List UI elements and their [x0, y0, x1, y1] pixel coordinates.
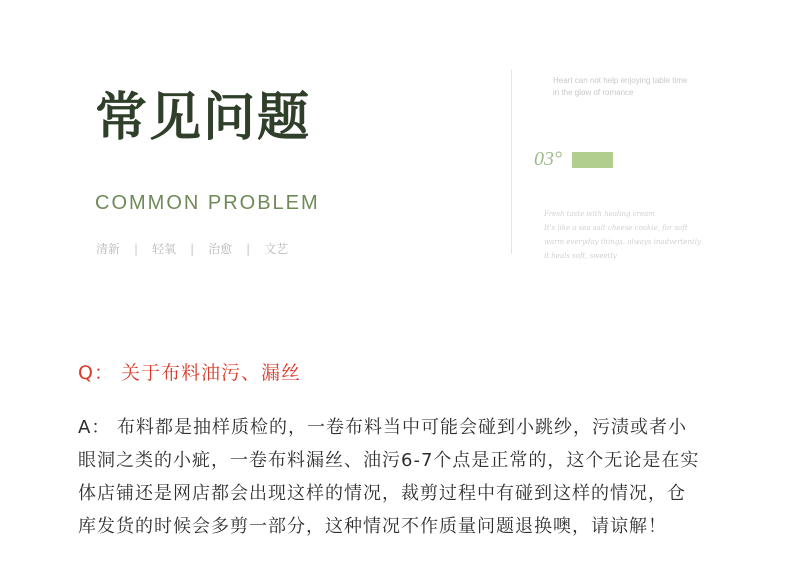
tag-separator: | [246, 241, 251, 256]
decorative-line: Heart can not help enjoying table time [553, 76, 688, 85]
accent-bar [572, 152, 613, 168]
tag-item: 治愈 [208, 242, 233, 256]
tag-item: 文艺 [264, 242, 289, 256]
page-title: 常见问题 [95, 88, 312, 148]
faq-answer [78, 411, 728, 543]
answer-line: 眼洞之类的小疵，一卷布料漏丝、油污6-7个点是正常的，这个无论是在实 [78, 450, 700, 471]
tag-list [96, 240, 288, 257]
faq-question: Q： 关于布料油污、漏丝 [78, 362, 301, 384]
section-number: 03° [534, 148, 562, 170]
answer-line: A： 布料都是抽样质检的，一卷布料当中可能会碰到小跳纱，污渍或者小 [78, 417, 688, 438]
decorative-line: warm everyday things, always inadvertently [544, 238, 702, 246]
divider-line [511, 70, 512, 254]
tag-separator: | [190, 241, 195, 256]
decorative-text-bottom [544, 207, 701, 263]
tag-item: 轻氧 [152, 242, 177, 256]
decorative-text-top [553, 75, 687, 99]
decorative-line: it heals soft, sweetly [544, 252, 617, 260]
tag-separator: | [134, 241, 139, 256]
answer-line: 体店铺还是网店都会出现这样的情况，裁剪过程中有碰到这样的情况，仓 [78, 483, 686, 504]
decorative-line: Fresh taste with healing cream [544, 210, 655, 218]
tag-item: 清新 [96, 242, 121, 256]
answer-line: 库发货的时候会多剪一部分，这种情况不作质量问题退换噢，请谅解！ [78, 516, 667, 537]
decorative-line: It's like a sea salt cheese cookie, for soft [544, 224, 688, 232]
page-subtitle: COMMON PROBLEM [95, 192, 320, 214]
decorative-line: in the glow of romance [553, 88, 634, 97]
